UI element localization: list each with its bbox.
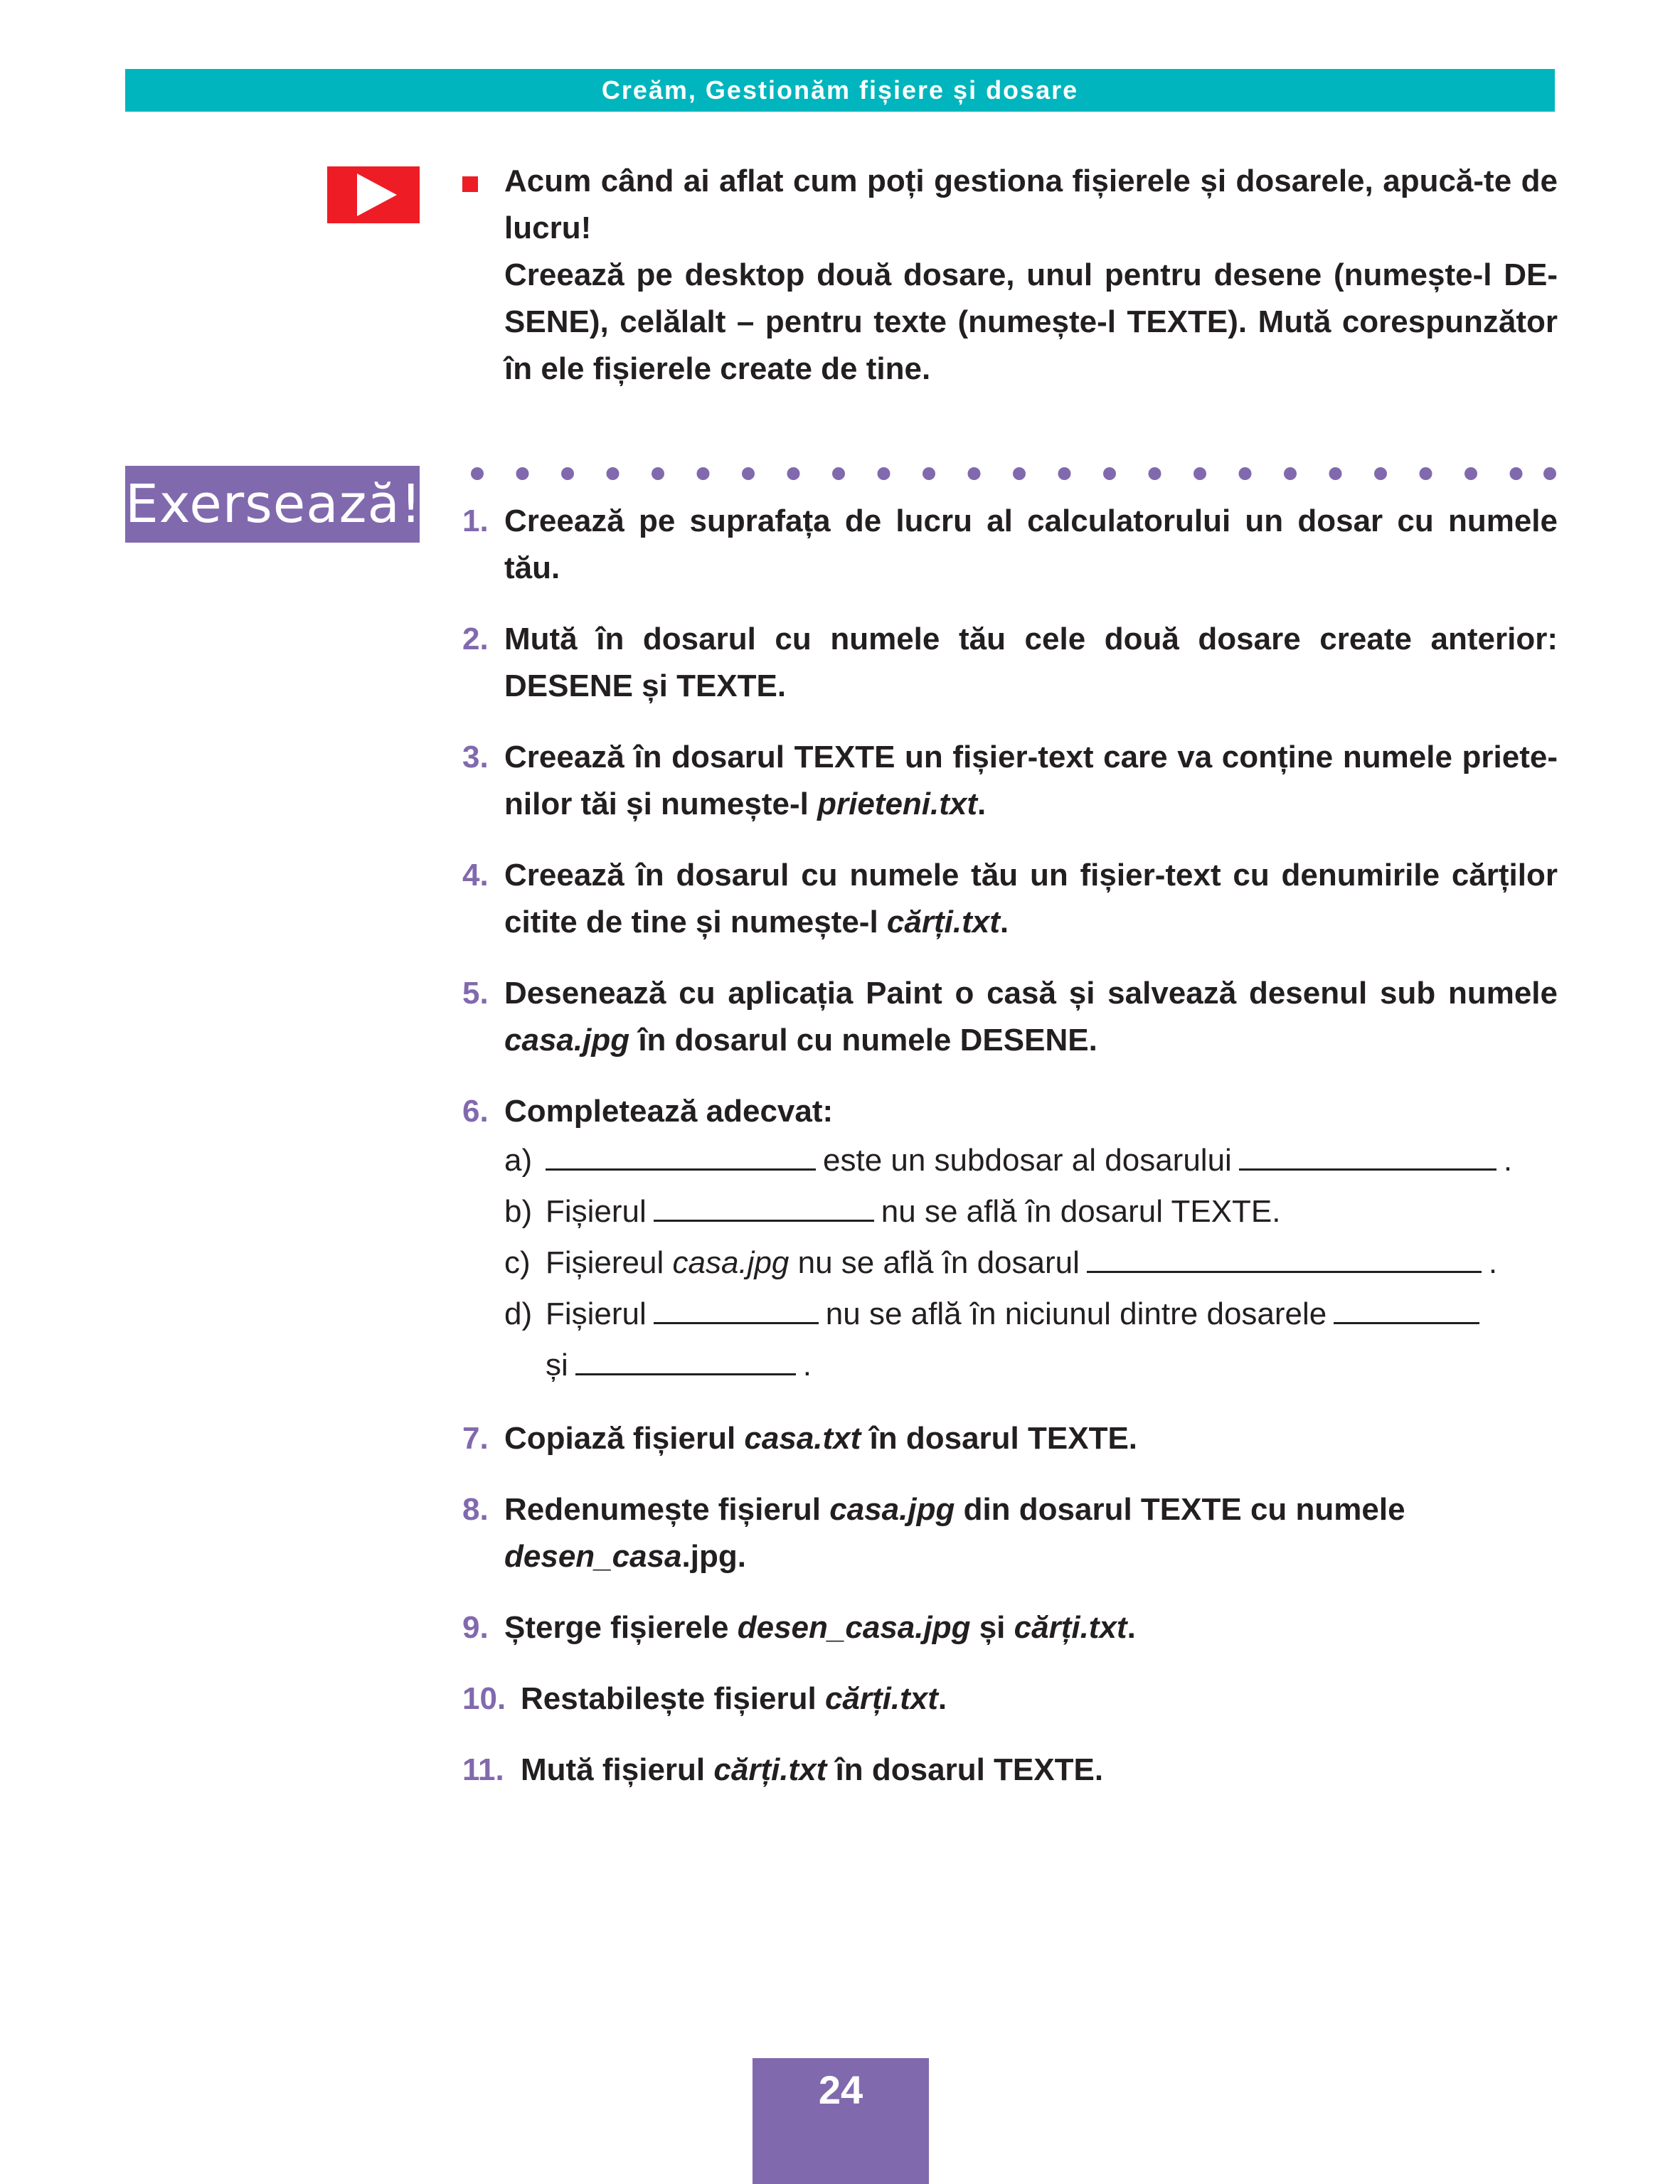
intro-text: Acum când ai aflat cum poți gestiona fișierele și dosarele, apucă-te de lucru! Creează pe desktop două dosare, unul pentru desene (numește-l DE-SENE), celălalt – pentru texte (numește-l TEXTE). Mută corespunzător în ele fișierele create de tine. xyxy=(504,164,1558,386)
filename: casa.jpg xyxy=(504,1023,630,1058)
text-part: Desenează cu aplicația Paint o casă și salvează desenul sub numele xyxy=(504,976,1558,1011)
text-part: în dosarul TEXTE. xyxy=(861,1421,1138,1456)
exercise-number: 5. xyxy=(462,976,489,1011)
text-part: nu se află în niciunul dintre dosarele xyxy=(825,1296,1327,1331)
text-part: este un subdosar al dosarului xyxy=(823,1143,1232,1178)
exercise-badge: Exersează! xyxy=(125,466,420,543)
exercise-text xyxy=(521,1676,1558,1722)
square-bullet-icon xyxy=(462,176,478,192)
text-part: în dosarul cu numele DESENE. xyxy=(629,1023,1097,1058)
text-part: . xyxy=(1503,1143,1513,1178)
exercise-number: 2. xyxy=(462,622,489,656)
exercise-item xyxy=(462,498,1558,592)
text-part: Restabilește fișierul xyxy=(521,1681,825,1716)
exercise-number: 1. xyxy=(462,504,489,538)
exercise-text xyxy=(521,1747,1558,1794)
exercise-item xyxy=(462,1486,1558,1580)
exercise-item xyxy=(462,1415,1558,1462)
answer-blank[interactable] xyxy=(546,1140,816,1171)
text-part: Fișierul xyxy=(546,1194,647,1229)
text-part: Creează în dosarul cu numele tău un fișier-text cu denumirile cărților citite de tine și numește-l xyxy=(504,858,1558,939)
text-part: . xyxy=(1127,1610,1136,1645)
fill-in-item xyxy=(504,1186,1558,1237)
filename: casa.txt xyxy=(744,1421,861,1456)
text-part: nu se află în dosarul xyxy=(797,1245,1080,1280)
filename: cărți.txt xyxy=(713,1752,827,1787)
exercise-number: 11. xyxy=(462,1752,504,1787)
page-number: 24 xyxy=(753,2058,929,2184)
exercise-text: Mută în dosarul cu numele tău cele două dosare create anterior: DESENE și TEXTE. xyxy=(504,622,1558,703)
text-part: Copiază fișierul xyxy=(504,1421,745,1456)
exercise-number: 10. xyxy=(462,1681,506,1716)
dotted-separator xyxy=(469,466,1558,481)
answer-blank[interactable] xyxy=(1239,1140,1496,1171)
sub-letter: c) xyxy=(504,1245,531,1280)
exercise-item xyxy=(462,1604,1558,1651)
exercise-item xyxy=(462,616,1558,710)
exercise-item xyxy=(462,1676,1558,1722)
exercise-text xyxy=(504,970,1558,1064)
exercise-number: 9. xyxy=(462,1610,489,1645)
sub-letter: d) xyxy=(504,1296,533,1331)
fill-in-item xyxy=(504,1135,1558,1186)
exercise-list xyxy=(462,498,1558,1818)
text-part: și xyxy=(546,1348,568,1383)
filename: desen_casa xyxy=(504,1539,682,1574)
text-part: nu se află în dosarul TEXTE. xyxy=(881,1194,1281,1229)
exercise-item xyxy=(462,734,1558,828)
text-part: din dosarul TEXTE cu numele xyxy=(955,1492,1405,1527)
fill-in-item xyxy=(504,1289,1558,1391)
answer-blank[interactable] xyxy=(1087,1242,1482,1273)
filename: prieteni.txt xyxy=(817,787,978,821)
exercise-text: Completează adecvat: xyxy=(504,1094,834,1129)
text-part: . xyxy=(1488,1245,1498,1280)
text-part: Mută fișierul xyxy=(521,1752,714,1787)
exercise-text: Creează pe suprafața de lucru al calculatorului un dosar cu numele tău. xyxy=(504,504,1558,585)
text-part: . xyxy=(802,1348,812,1383)
exercise-item xyxy=(462,852,1558,946)
filename: cărți.txt xyxy=(1014,1610,1127,1645)
text-part: . xyxy=(977,787,987,821)
filename: cărți.txt xyxy=(886,905,1000,939)
text-part: și xyxy=(970,1610,1014,1645)
exercise-number: 4. xyxy=(462,858,489,893)
answer-blank[interactable] xyxy=(654,1294,819,1324)
answer-blank[interactable] xyxy=(575,1345,796,1375)
exercise-text xyxy=(504,1604,1558,1651)
text-part: Șterge fișierele xyxy=(504,1610,738,1645)
exercise-number: 6. xyxy=(462,1094,489,1129)
exercise-text xyxy=(504,1415,1558,1462)
answer-blank[interactable] xyxy=(654,1191,874,1222)
exercise-number: 7. xyxy=(462,1421,489,1456)
text-part: Creează în dosarul TEXTE un fișier-text care va conține numele priete-nilor tăi și numește-l xyxy=(504,740,1558,821)
filename: casa.jpg xyxy=(672,1245,790,1280)
exercise-number: 3. xyxy=(462,740,489,774)
fill-in-list xyxy=(504,1135,1558,1391)
play-icon xyxy=(327,166,420,223)
exercise-text xyxy=(504,1486,1558,1580)
text-part: . xyxy=(937,1681,947,1716)
exercise-text xyxy=(504,734,1558,828)
chapter-header: Creăm, Gestionăm fișiere și dosare xyxy=(125,69,1555,112)
text-part: Fișierul xyxy=(546,1296,647,1331)
sub-letter: a) xyxy=(504,1143,533,1178)
text-part: .jpg. xyxy=(681,1539,746,1574)
text-part: . xyxy=(999,905,1009,939)
text-part: Redenumește fișierul xyxy=(504,1492,830,1527)
answer-blank[interactable] xyxy=(1334,1294,1479,1324)
exercise-item xyxy=(462,1747,1558,1794)
text-part: Fișiereul xyxy=(546,1245,664,1280)
filename: casa.jpg xyxy=(829,1492,955,1527)
exercise-item xyxy=(462,1088,1558,1391)
filename: desen_casa.jpg xyxy=(737,1610,971,1645)
sub-letter: b) xyxy=(504,1194,533,1229)
exercise-text xyxy=(504,852,1558,946)
exercise-number: 8. xyxy=(462,1492,489,1527)
exercise-item xyxy=(462,970,1558,1064)
fill-in-item xyxy=(504,1237,1558,1289)
text-part: în dosarul TEXTE. xyxy=(826,1752,1104,1787)
filename: cărți.txt xyxy=(824,1681,938,1716)
intro-block xyxy=(462,158,1558,393)
